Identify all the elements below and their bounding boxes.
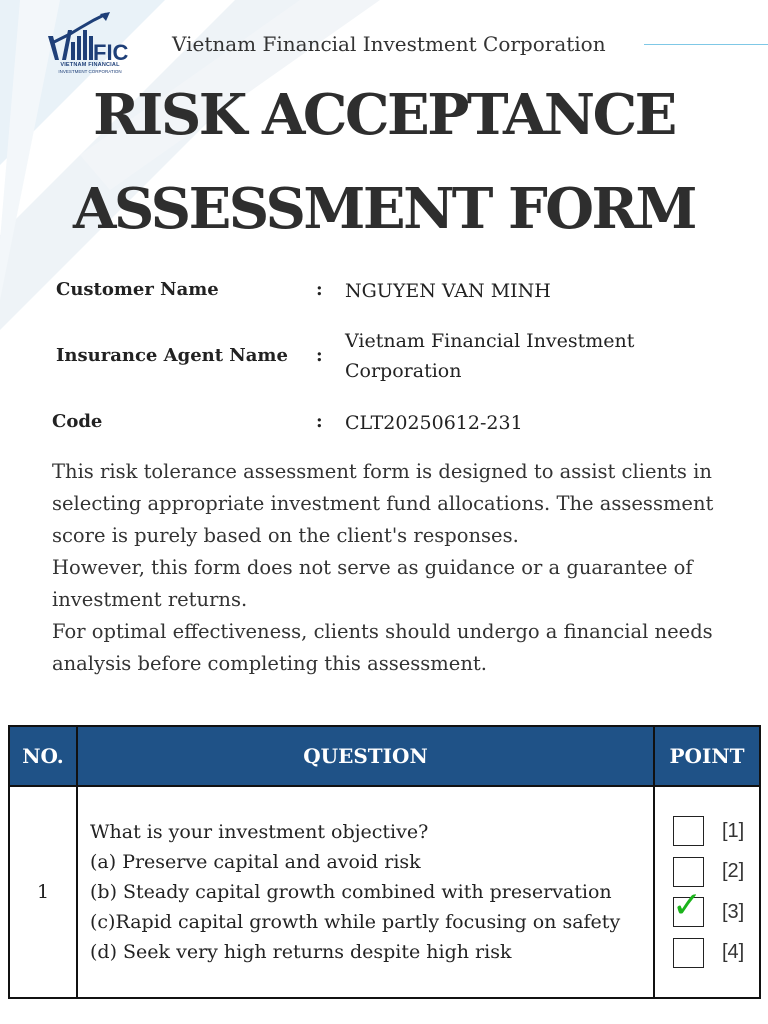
table-row <box>9 786 760 998</box>
code-label: Code <box>52 411 103 432</box>
option-b: (b) Steady capital growth combined with preservation <box>90 881 612 903</box>
customer-name-value: NGUYEN VAN MINH <box>345 280 551 302</box>
intro-text <box>52 456 752 680</box>
header-point: POINT <box>654 726 760 786</box>
header-question: QUESTION <box>77 726 654 786</box>
point-checkbox-1[interactable] <box>673 816 704 846</box>
logo-subtitle-small: INVESTMENT CORPORATION <box>58 69 122 74</box>
header-divider <box>644 44 768 45</box>
question-number: 1 <box>9 786 77 998</box>
point-checkbox-3[interactable] <box>672 885 704 927</box>
point-label-2: [2] <box>722 860 745 883</box>
point-option-1 <box>673 811 759 852</box>
agent-name-value: Vietnam Financial Investment Corporation <box>345 330 635 382</box>
logo-subtitle: VIETNAM FINANCIAL <box>60 62 120 68</box>
intro-paragraph-1: This risk tolerance assessment form is designed to assist clients in selecting appropriate investment fund allocations. The assessment score is purely based on the client's responses. <box>52 460 714 547</box>
point-option-4 <box>673 933 759 974</box>
customer-name-separator: : <box>316 279 323 300</box>
point-label-3: [3] <box>722 900 745 923</box>
point-option-3 <box>672 885 759 933</box>
checkmark-icon: ✓ <box>672 885 703 927</box>
point-label-1: [1] <box>722 819 745 842</box>
page-title-line2: ASSESSMENT FORM <box>72 176 696 242</box>
points-cell <box>654 786 760 998</box>
option-a: (a) Preserve capital and avoid risk <box>90 851 421 873</box>
intro-paragraph-3: For optimal effectiveness, clients should undergo a financial needs analysis before completing this assessment. <box>52 620 713 675</box>
page-title-line1: RISK ACCEPTANCE <box>93 82 675 148</box>
option-c: (c)Rapid capital growth while partly focusing on safety <box>90 911 621 933</box>
intro-paragraph-2: However, this form does not serve as guidance or a guarantee of investment returns. <box>52 556 693 611</box>
agent-name-label: Insurance Agent Name <box>56 345 288 366</box>
company-name: Vietnam Financial Investment Corporation <box>172 32 606 56</box>
point-checkbox-2[interactable] <box>673 857 704 887</box>
customer-name-label: Customer Name <box>56 279 219 300</box>
code-value: CLT20250612-231 <box>345 412 523 434</box>
header-no: NO. <box>9 726 77 786</box>
question-table <box>8 725 761 999</box>
question-text: What is your investment objective? <box>90 821 429 843</box>
point-label-4: [4] <box>722 941 745 964</box>
agent-name-separator: : <box>316 345 323 366</box>
option-d: (d) Seek very high returns despite high risk <box>90 941 512 963</box>
point-checkbox-4[interactable] <box>673 938 704 968</box>
svg-text:FIC: FIC <box>93 40 129 65</box>
table-header-row <box>9 726 760 786</box>
code-separator: : <box>316 411 323 432</box>
question-cell <box>77 786 654 998</box>
